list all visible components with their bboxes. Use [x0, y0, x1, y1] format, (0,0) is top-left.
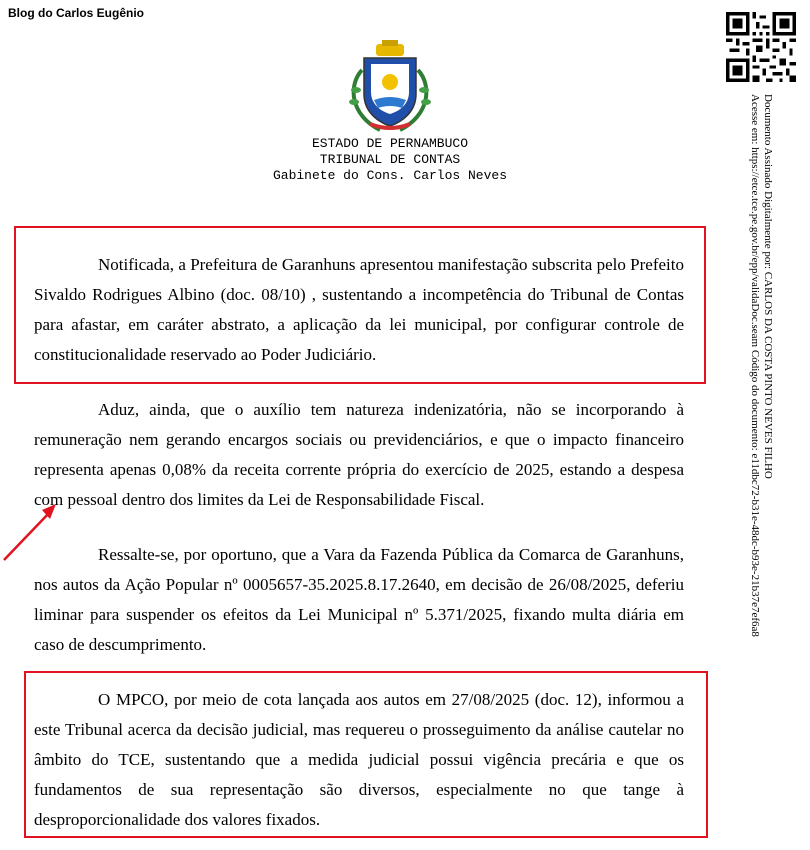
paragraph-1: Notificada, a Prefeitura de Garanhuns apresentou manifestação subscrita pelo Prefeito Sivaldo Rodrigues Albino (doc. 08/10) , sustentando a incompetência do Tribunal de Contas para afastar, em caráter abstrato, a aplicação da lei municipal, por configurar controle de constitucionalidade reservado ao Poder Judiciário.: [34, 255, 684, 364]
office-name: Gabinete do Cons. Carlos Neves: [272, 168, 508, 183]
document-header: [200, 136, 580, 184]
qr-code-icon: [726, 12, 796, 82]
paragraph-3: Ressalte-se, por oportuno, que a Vara da Fazenda Pública da Comarca de Garanhuns, nos autos da Ação Popular nº 0005657-35.2025.8.17.2640, em decisão de 26/08/2025, deferiu liminar para suspender os efeitos da Lei Municipal nº 5.371/2025, fixando multa diária em caso de descumprimento.: [34, 545, 684, 654]
signature-line: Documento Assinado Digitalmente por: CARLOS DA COSTA PINTO NEVES FILHO: [762, 94, 774, 479]
blog-label: Blog do Carlos Eugênio: [8, 6, 145, 20]
digital-signature-note: [738, 94, 774, 714]
paragraph-2: Aduz, ainda, que o auxílio tem natureza indenizatória, não se incorporando à remuneração nem gerando encargos sociais ou previdenciários, e que o impacto financeiro representa apenas 0,08% da receita corrente própria do exercício de 2025, estando a despesa com pessoal dentro dos limites da Lei de Responsabilidade Fiscal.: [34, 400, 684, 509]
verification-line: Acesse em: https://etce.tce.pe.gov.br/epp/validaDoc.seam Código do documento: e11dbc72-b31e-48dc-b93e-21b37e7ef6a8: [749, 94, 761, 637]
paragraph-4: O MPCO, por meio de cota lançada aos autos em 27/08/2025 (doc. 12), informou a este Tribunal acerca da decisão judicial, mas requereu o prosseguimento da análise cautelar no âmbito do TCE, sustentando que a medida judicial possui vigência precária e que os fundamentos de sua representação são diversos, especialmente no que tange à desproporcionalidade dos valores fixados.: [34, 690, 684, 829]
state-name: ESTADO DE PERNAMBUCO: [311, 136, 469, 151]
pernambuco-coat-of-arms: [340, 40, 440, 135]
court-name: TRIBUNAL DE CONTAS: [319, 152, 461, 167]
